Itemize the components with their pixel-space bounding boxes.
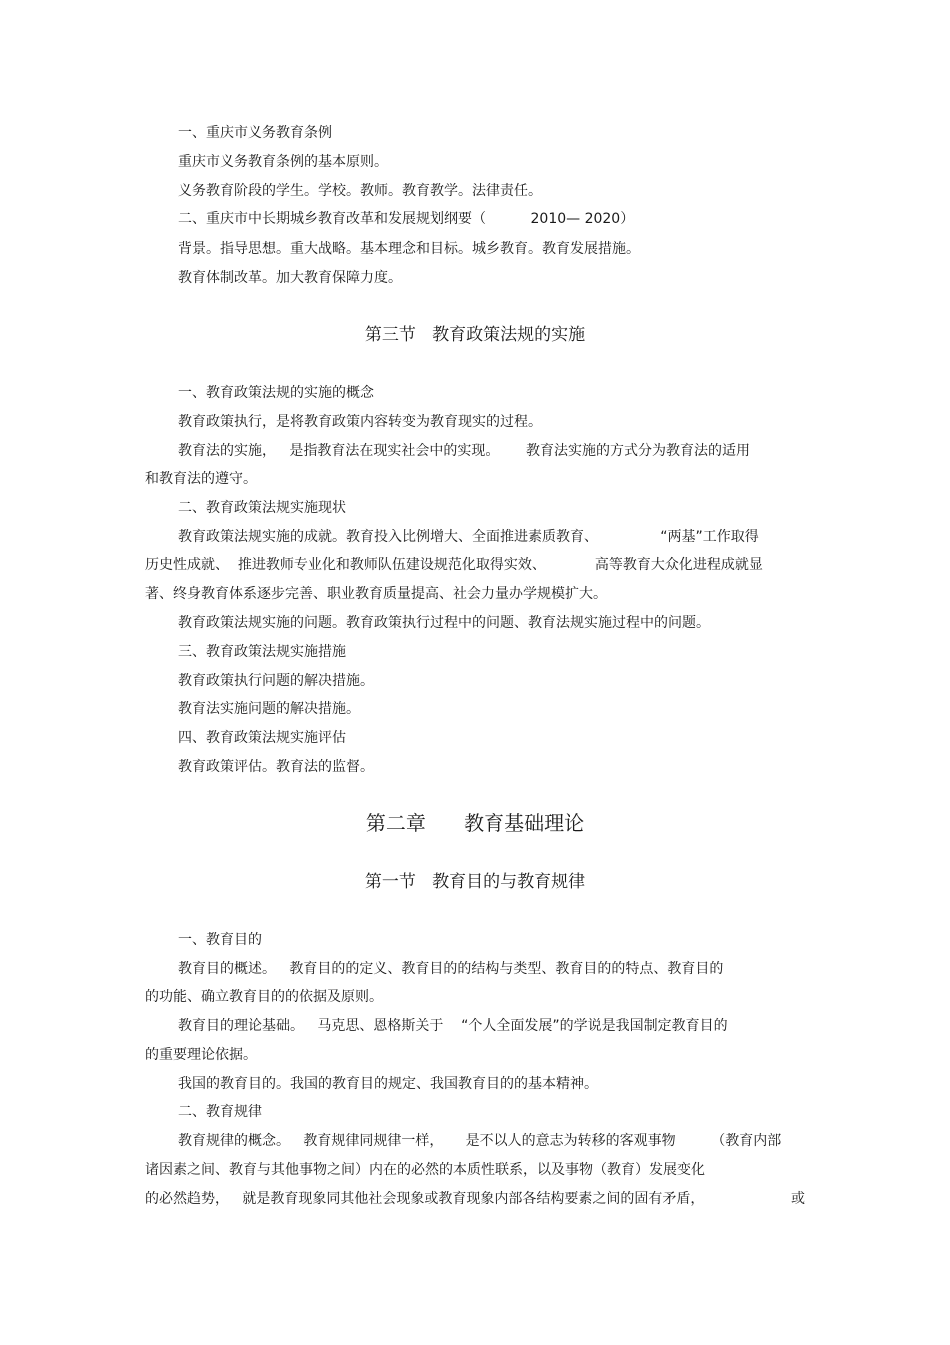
paragraph: 历史性成就、 推进教师专业化和教师队伍建设规范化取得实效、 高等教育大众化进程成就显 xyxy=(145,557,763,573)
paragraph: 诸因素之间、教育与其他事物之间）内在的必然的本质性联系，以及事物（教育）发展变化 xyxy=(145,1162,705,1178)
section-title: 第三节 教育政策法规的实施 xyxy=(364,325,586,345)
paragraph: 的必然趋势， 就是教育现象同其他社会现象或教育现象内部各结构要素之间的固有矛盾， xyxy=(145,1191,705,1207)
paragraph: 教育政策法规实施的问题。教育政策执行过程中的问题、教育法规实施过程中的问题。 xyxy=(178,615,710,631)
paragraph-tail: 或 xyxy=(791,1191,805,1207)
subheading: 二、教育政策法规实施现状 xyxy=(178,500,346,516)
paragraph: 教育法的实施， 是指教育法在现实社会中的实现。 教育法实施的方式分为教育法的适用 xyxy=(178,443,751,459)
paragraph: 的功能、确立教育目的的依据及原则。 xyxy=(145,989,383,1005)
paragraph: 的重要理论依据。 xyxy=(145,1047,257,1063)
paragraph: 著、终身教育体系逐步完善、职业教育质量提高、社会力量办学规模扩大。 xyxy=(145,586,607,602)
paragraph: 教育体制改革。加大教育保障力度。 xyxy=(178,270,402,286)
paragraph: 教育目的概述。 教育目的的定义、教育目的的结构与类型、教育目的的特点、教育目的 xyxy=(178,961,724,977)
paragraph: 教育规律的概念。 教育规律同规律一样， 是不以人的意志为转移的客观事物 （教育内部 xyxy=(178,1133,782,1149)
paragraph: 教育政策执行，是将教育政策内容转变为教育现实的过程。 xyxy=(178,414,542,430)
subheading: 三、教育政策法规实施措施 xyxy=(178,644,346,660)
paragraph: 背景。指导思想。重大战略。基本理念和目标。城乡教育。教育发展措施。 xyxy=(178,241,640,257)
paragraph: 和教育法的遵守。 xyxy=(145,471,257,487)
heading-chongqing-regulation: 一、重庆市义务教育条例 xyxy=(178,125,332,141)
paragraph: 教育目的理论基础。 马克思、恩格斯关于 “个人全面发展”的学说是我国制定教育目的 xyxy=(178,1018,728,1034)
heading-chongqing-plan: 二、重庆市中长期城乡教育改革和发展规划纲要（ 2010— 2020） xyxy=(178,211,635,227)
chapter-title: 第二章 教育基础理论 xyxy=(365,811,585,835)
paragraph: 教育政策评估。教育法的监督。 xyxy=(178,759,374,775)
paragraph: 重庆市义务教育条例的基本原则。 xyxy=(178,154,388,170)
subheading: 四、教育政策法规实施评估 xyxy=(178,730,346,746)
paragraph: 我国的教育目的。我国的教育目的规定、我国教育目的的基本精神。 xyxy=(178,1076,598,1092)
paragraph: 教育法实施问题的解决措施。 xyxy=(178,701,360,717)
paragraph: 教育政策执行问题的解决措施。 xyxy=(178,673,374,689)
paragraph: 教育政策法规实施的成就。教育投入比例增大、全面推进素质教育、 “两基”工作取得 xyxy=(178,529,759,545)
section-title: 第一节 教育目的与教育规律 xyxy=(364,872,586,892)
subheading: 二、教育规律 xyxy=(178,1104,262,1120)
subheading: 一、教育政策法规的实施的概念 xyxy=(178,385,374,401)
subheading: 一、教育目的 xyxy=(178,932,262,948)
paragraph: 义务教育阶段的学生。学校。教师。教育教学。法律责任。 xyxy=(178,183,542,199)
